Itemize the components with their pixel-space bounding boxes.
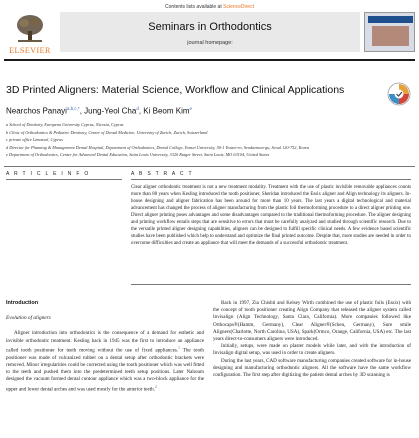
title-divider [4,166,415,167]
citation-link[interactable]: 2 [154,384,157,389]
check-for-updates-icon[interactable] [387,82,411,106]
paragraph-text: Aligner introduction into orthodontics is the consequence of a demand for esthetic and invisible orthodontic treatment. Kesling back in 1945 was the first to introduce an appliance called tooth positioner for teeth moving without the use of fixed appliances. [6,330,204,354]
section-heading-introduction: Introduction [6,300,39,306]
article-title: 3D Printed Aligners: Material Science, Workflow and Clinical Applications [6,84,345,96]
elsevier-tree-icon [14,14,46,44]
author-affil-sup: a,b,c,* [66,106,80,111]
cover-image [372,26,409,46]
paragraph-text: The tooth positioner was made of vulcanized rubber on a dental setup after orthodontic brackets were removed. Minor irregularities could be corrected using the tooth positioner which was well fitted to the teeth and pushed them into the predetermined teeth setup positions. Later Nahoum designed the vacuum formed dental contour appliance which was a two-block appliance for the upper and lower dental arches and was used mostly for the anterior teeth. [6,347,204,393]
article-info-rule [6,179,122,180]
citation-link[interactable]: 1 [178,345,180,350]
body-paragraph: During the last years, CAD software manufacturing companies created software for in-house designing and manufacturing orthodontic aligners. All the software have the same workflow configuration. The first step after digitizing the patient dental arches by 3D scanning is [213,357,411,379]
author-name[interactable]: Jung-Yeol Cha [84,106,137,116]
author-name[interactable]: Nearchos Panayi [6,106,67,116]
affiliation-line: b Clinic of Orthodontics & Pediatric Dentistry, Center of Dental Medicine, University of Zurich, Zurich, Switzerland [6,129,208,135]
journal-title[interactable]: Seminars in Orthodontics [148,21,272,33]
affiliations [6,121,406,159]
abstract-text: Clear aligner orthodontic treatment is not a new treatment modality. Treatment with the use of plastic invisible removable appliances counts more than 80 years when Kesling introduced the tooth positioner, Sheridan introduced the Essix aligner and Align technology its aligners. In-house designing and aligner fabrication has been around for more than 10 years. The last years a digital technological and material advancement has changed the process of aligner manufacturing from the plastic foil thermoforming procedure to a direct aligner printing one. Direct aligner printing poses advantages and some disadvantages compared to the traditional thermoforming procedure. The aligner designing and printing workflow entails steps that are sensitive to errors that must be carefully analyzed and studied through scientific research. Due to the versatile printed aligner designing capabilities, aligners can be designed to fulfill specific clinical needs. A few evidence based scientific studies have been published which help to understand and optimize the final printed outcome. Despite that, more studies are needed in order to overcome difficulties and create an appliance that will meet the demands of a successful orthodontic treatment. [131,185,411,247]
affiliation-line: c private office Limassol, Cyprus [6,137,63,143]
author-list: Nearchos Panayi$^{a,b,c,*}$, Jung-Yeol Cha$^d$, Ki Beom Kim$^e$ [6,106,193,116]
body-right-column [213,300,411,379]
elsevier-logo[interactable] [4,12,56,58]
contents-availability-line [4,4,415,10]
affiliation-line: d Director for Planning & Management Dental Hospital, Department of Orthodontics, Dental College, Yonsei University, 50-1 Yonsei-ro, Seodaemun-gu, Seoul 120-752, Korea [6,144,310,150]
body-left-column [6,300,204,393]
cover-title-strip [368,16,413,23]
body-paragraph: Back in 1997, Zia Chishti and Kelsey Wirth combined the use of plastic foils (Essix) with the concept of tooth positioner creating Align Company that released the aligner system called Invisalign (Align Technology, Santa Clara, California). More companies followed like Orthocaps®(Hamm, Germany), Clear Aligner®(Scheu, Germany), Sure smile Aligners(Charlotte, North Carolina, USA), Spark(Ormco, Orange, California, USA) etc. The last years direct-to-consumers aligners were introduced. [213,300,411,343]
journal-cover-thumbnail[interactable] [364,12,415,52]
header-divider [4,59,415,61]
journal-header [4,4,415,56]
journal-homepage-label: journal homepage: [187,40,233,46]
affiliation-line: e Department of Orthodontics, Center for Advanced Dental Education, Saint Louis University, 3320 Rutger Street, Saint Louis, MO 63104, United States [6,152,270,158]
body-paragraph: Initially, setups, were made on plaster models while later, and with the introduction of Invisalign digital setup, was used in order to create aligners. [213,343,411,357]
contents-prefix: Contents lists available at [165,4,224,10]
author-affil-sup: d [136,106,139,111]
abstract-heading: A B S T R A C T [131,171,194,177]
abstract-rule [131,179,411,180]
affiliation-line: a School of Dentistry, European University Cyprus, Nicosia, Cyprus [6,122,124,127]
author-affil-sup: e [189,106,193,111]
body-paragraph [6,330,204,393]
article-info-heading: A R T I C L E I N F O [6,171,91,177]
sciencedirect-link[interactable]: ScienceDirect [223,4,254,10]
journal-band [60,12,360,52]
abstract-bottom-rule [131,284,411,285]
subsection-heading-evolution: Evolution of aligners [6,315,51,322]
publisher-name: ELSEVIER [9,46,51,55]
author-name[interactable]: Ki Beom Kim [143,106,190,116]
